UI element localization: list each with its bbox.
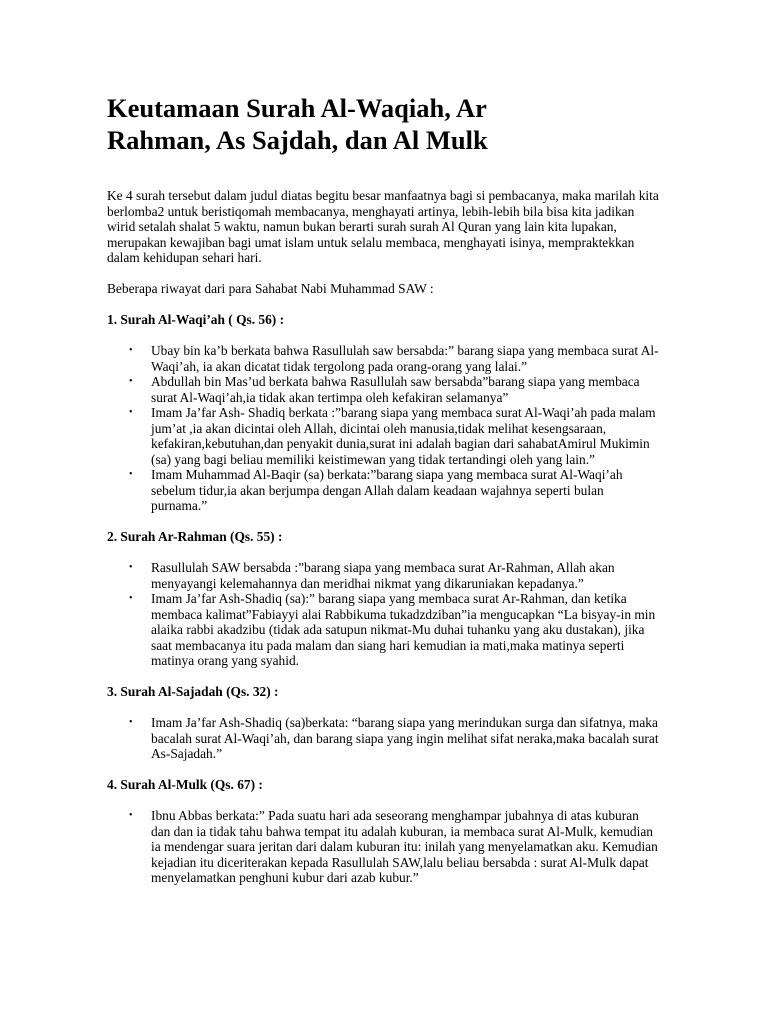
section-heading: 4. Surah Al-Mulk (Qs. 67) :: [107, 777, 263, 792]
intro-paragraph: Ke 4 surah tersebut dalam judul diatas begitu besar manfaatnya bagi si pembacanya, maka marilah kita berlomba2 untuk beristiqomah membacanya, menghayati artinya, lebih-lebih bila bisa kita jadikan wirid setalah shalat 5 waktu, namun bukan berarti surah surah Al Quran yang lain kita lupakan, merupakan kewajiban bagi umat islam untuk selalu membaca, menghayati isinya, mempraktekkan dalam kehidupan sehari hari.: [107, 188, 659, 265]
section-al-waqiah: [107, 312, 659, 514]
bullet-icon: •: [129, 345, 133, 356]
section-heading: 1. Surah Al-Waqi’ah ( Qs. 56) :: [107, 312, 285, 327]
list-item: [107, 374, 659, 405]
bullet-list: [107, 343, 659, 514]
document-page: [107, 92, 659, 886]
bullet-icon: •: [129, 469, 133, 480]
bullet-list: [107, 808, 659, 886]
bullet-icon: •: [129, 593, 133, 604]
bullet-icon: •: [129, 562, 133, 573]
list-item-text: Imam Muhammad Al-Baqir (sa) berkata:”barang siapa yang membaca surat Al-Waqi’ah sebelum tidur,ia akan berjumpa dengan Allah dalam keadaan wajahnya seperti bulan purnama.”: [151, 467, 623, 513]
list-item-text: Ibnu Abbas berkata:” Pada suatu hari ada seseorang menghampar jubahnya di atas kuburan dan dan ia tidak tahu bahwa tempat itu adalah kuburan, ia membaca surat Al-Mulk, kemudian ia mendengar suara jeritan dari dalam kuburan itu: inilah yang menyelamatkan aku. Kemudian kejadian itu diceriterakan kepada Rasullulah SAW,lalu beliau bersabda : surat Al-Mulk dapat menyelamatkan penghuni kubur dari azab kubur.”: [151, 808, 658, 885]
list-item-text: Imam Ja’far Ash- Shadiq berkata :”barang siapa yang membaca surat Al-Waqi’ah pada malam jum’at ,ia akan dicintai oleh Allah, dicintai oleh manusia,tidak melihat kesengsaraan, kefakiran,kebutuhan,dan penyakit dunia,surat ini adalah bagian dari sahabatAmirul Mukimin (sa) yang bagi beliau memiliki keistimewan yang tidak tertandingi oleh yang lain.”: [151, 405, 656, 467]
list-item-text: Ubay bin ka’b berkata bahwa Rasullulah saw bersabda:” barang siapa yang membaca surat Al-Waqi’ah, ia akan dicatat tidak tergolong pada orang-orang yang lalai.”: [151, 343, 659, 374]
bullet-list: [107, 715, 659, 762]
list-item-text: Rasullulah SAW bersabda :”barang siapa yang membaca surat Ar-Rahman, Allah akan menyayangi kelemahannya dan meridhai nikmat yang dikaruniakan kepadanya.”: [151, 560, 615, 591]
bullet-list: [107, 560, 659, 669]
bullet-icon: •: [129, 810, 133, 821]
bullet-icon: •: [129, 717, 133, 728]
section-al-mulk: [107, 777, 659, 886]
list-item-text: Imam Ja’far Ash-Shadiq (sa):” barang siapa yang membaca surat Ar-Rahman, dan ketika membaca kalimat”Fabiayyi alai Rabbikuma tukadzdziban”ia mengucapkan “La bisyay-in min alaika rabbi akadzibu (tidak ada satupun nikmat-Mu duhai tuhanku yang aku dustakan), jika saat membacanya itu pada malam dan siang hari kemudian ia mati,maka matinya seperti matinya orang yang syahid.: [151, 591, 656, 668]
section-heading: 3. Surah Al-Sajadah (Qs. 32) :: [107, 684, 279, 699]
list-item: [107, 591, 659, 669]
section-ar-rahman: [107, 529, 659, 669]
list-item: [107, 343, 659, 374]
section-al-sajadah: [107, 684, 659, 762]
list-item-text: Imam Ja’far Ash-Shadiq (sa)berkata: “barang siapa yang merindukan surga dan sifatnya, maka bacalah surat Al-Waqi’ah, dan barang siapa yang ingin melihat sifat neraka,maka bacalah surat As-Sajadah.”: [151, 715, 659, 761]
list-item: [107, 715, 659, 762]
list-item-text: Abdullah bin Mas’ud berkata bahwa Rasullulah saw bersabda”barang siapa yang membaca surat Al-Waqi’ah,ia tidak akan tertimpa oleh kefakiran selamanya”: [151, 374, 640, 405]
riwayat-line: Beberapa riwayat dari para Sahabat Nabi Muhammad SAW :: [107, 281, 434, 296]
document-title: Keutamaan Surah Al-Waqiah, Ar Rahman, As Sajdah, dan Al Mulk: [107, 93, 488, 155]
bullet-icon: •: [129, 407, 133, 418]
list-item: [107, 467, 659, 514]
bullet-icon: •: [129, 376, 133, 387]
section-heading: 2. Surah Ar-Rahman (Qs. 55) :: [107, 529, 283, 544]
list-item: [107, 560, 659, 591]
list-item: [107, 405, 659, 467]
list-item: [107, 808, 659, 886]
